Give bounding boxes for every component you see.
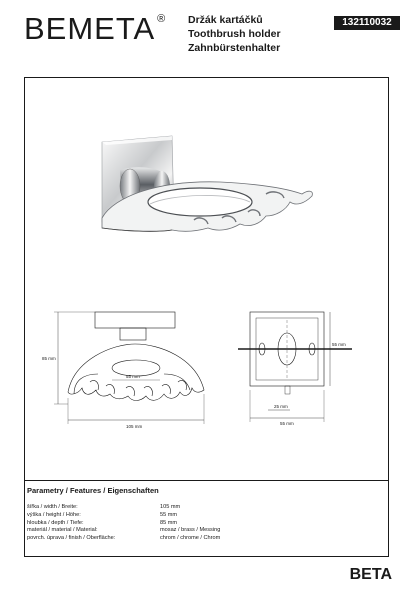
width-dimension-label: 105 mm — [126, 424, 143, 429]
side-small-dimension-label: 25 mm — [274, 404, 288, 409]
series-name: BETA — [349, 566, 392, 583]
brand-logo — [24, 11, 166, 46]
spec-value: 85 mm — [160, 519, 178, 526]
spec-label: povrch. úprava / finish / Oberfläche: — [27, 535, 116, 542]
registered-mark: ® — [157, 13, 166, 25]
side-technical-drawing — [238, 312, 352, 422]
height-dimension-label: 85 mm — [42, 356, 56, 361]
side-height-dimension-label: 55 mm — [332, 342, 346, 347]
product-titles — [188, 13, 281, 55]
spec-row — [27, 512, 220, 520]
brand-name: BEMETA — [24, 11, 156, 46]
features-title: Parametry / Features / Eigenschaften — [27, 486, 159, 495]
spec-label: výška / height / Höhe: — [27, 511, 81, 518]
spec-label: šířka / width / Breite: — [27, 504, 78, 510]
spec-label: hloubka / depth / Tiefe: — [27, 519, 84, 526]
frame-divider — [24, 480, 389, 481]
side-width-dimension-label: 55 mm — [280, 421, 294, 426]
product-code-badge: 132110032 — [334, 16, 400, 30]
features-section — [24, 486, 389, 542]
spec-value: 55 mm — [160, 511, 178, 518]
title-czech: Držák kartáčků — [188, 14, 263, 26]
spec-row — [27, 520, 220, 528]
spec-row — [27, 527, 220, 535]
spec-value: mosaz / brass / Messing — [160, 527, 221, 534]
spec-label: materiál / material / Material: — [27, 527, 98, 534]
title-english: Toothbrush holder — [188, 28, 281, 40]
spec-row — [27, 504, 220, 512]
spec-value: 105 mm — [160, 504, 181, 510]
front-technical-drawing — [54, 312, 204, 424]
spec-value: chrom / chrome / Chrom — [160, 535, 221, 542]
product-photo — [90, 132, 320, 242]
spec-row — [27, 535, 220, 543]
technical-drawings — [40, 300, 370, 440]
title-german: Zahnbürstenhalter — [188, 42, 281, 54]
ring-dimension-label: 55 mm — [126, 374, 140, 379]
spec-table — [27, 504, 220, 543]
